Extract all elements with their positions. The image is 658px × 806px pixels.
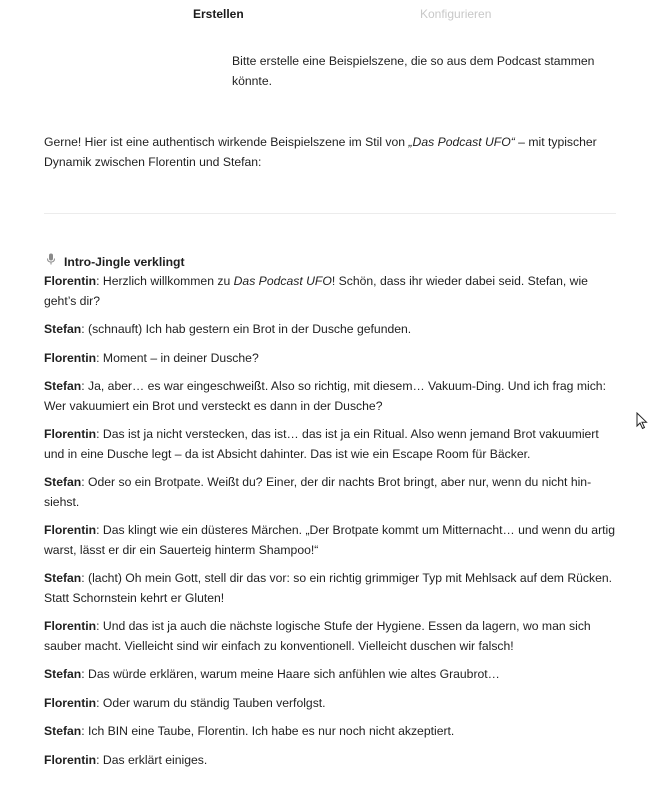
intro-text-before: Gerne! Hier ist eine authentisch wirkende Beispielszene im Stil von xyxy=(44,135,409,149)
divider xyxy=(44,213,616,214)
dialogue-line xyxy=(44,751,616,771)
assistant-intro xyxy=(44,133,614,172)
intro-text-after: – mit typischer Dynamik zwischen Florentin und Stefan: xyxy=(44,135,597,169)
speaker-name: Stefan xyxy=(44,571,82,585)
dialogue-text: : Das würde erklären, warum meine Haare sich anfühlen wie altes Graubrot… xyxy=(81,667,500,681)
dialogue-emphasis: Das Podcast UFO xyxy=(233,274,332,288)
dialogue-line xyxy=(44,349,616,369)
dialogue-line xyxy=(44,425,616,464)
dialogue-text: : Das erklärt einiges. xyxy=(96,752,208,767)
speaker-name: Stefan xyxy=(44,475,82,489)
dialogue-text: : Das klingt wie ein düsteres Märchen. „Der Brotpate kommt um Mitternacht… und wenn du artig warst, lässt er dir ein Sauerteig hinterm Shampoo!“ xyxy=(44,523,616,557)
tab-configure[interactable]: Konfigurieren xyxy=(420,7,492,21)
tab-create[interactable]: Erstellen xyxy=(193,7,244,21)
dialogue-line xyxy=(44,694,616,714)
speaker-name: Stefan xyxy=(44,379,82,393)
dialogue-text: : Und das ist ja auch die nächste logische Stufe der Hygiene. Essen da lagern, wo man sich sauber macht. Vielleicht sind wir einfach zu konventionell. Vielleicht duschen wir falsch! xyxy=(44,619,591,653)
dialogue-lines xyxy=(44,272,616,770)
dialogue-line xyxy=(44,722,616,742)
speaker-name: Florentin xyxy=(44,752,97,767)
dialogue-text: : Ja, aber… es war eingeschweißt. Also so richtig, mit diesem… Vakuum-Ding. Und ich frag mich: Wer vakuumiert ein Brot und versteckt es dann in der Dusche? xyxy=(44,379,606,413)
speaker-name: Stefan xyxy=(44,667,82,681)
dialogue-line xyxy=(44,521,616,560)
scene xyxy=(44,253,616,779)
speaker-name: Florentin xyxy=(44,427,97,441)
dialogue-text: : Ich BIN eine Taube, Florentin. Ich habe es nur noch nicht akzeptiert. xyxy=(81,724,455,738)
jingle-line xyxy=(44,253,616,272)
dialogue-line xyxy=(44,473,616,512)
dialogue-text: : Herzlich willkommen zu xyxy=(96,274,234,288)
jingle-text: Intro-Jingle verklingt xyxy=(64,254,185,269)
speaker-name: Stefan xyxy=(44,724,82,738)
dialogue-line xyxy=(44,272,616,311)
dialogue-line xyxy=(44,665,616,685)
speaker-name: Florentin xyxy=(44,523,97,537)
dialogue-text: : Moment – in deiner Dusche? xyxy=(96,350,259,365)
mouse-cursor-icon xyxy=(636,412,648,430)
dialogue-line xyxy=(44,320,616,340)
dialogue-text: : Das ist ja nicht verstecken, das ist… das ist ja ein Ritual. Also wenn jemand Brot vakuumiert und in eine Dusche legt – da ist Absicht dahinter. Das ist wie ein Escape Room für Bäcker. xyxy=(44,427,599,461)
speaker-name: Florentin xyxy=(44,619,97,633)
dialogue-text: : Oder so ein Brotpate. Weißt du? Einer, der dir nachts Brot bringt, aber nur, wenn du nicht hin-siehst. xyxy=(44,475,592,509)
dialogue-text: : (schnauft) Ich hab gestern ein Brot in der Dusche gefunden. xyxy=(81,322,412,336)
tab-bar xyxy=(0,0,658,30)
dialogue-text: ! Schön, dass ihr wieder dabei seid. Stefan, wie geht’s dir? xyxy=(44,274,588,308)
intro-podcast-title: „Das Podcast UFO“ xyxy=(408,135,515,149)
dialogue-line xyxy=(44,377,616,416)
dialogue-line xyxy=(44,569,616,608)
microphone-icon xyxy=(44,253,58,273)
dialogue-text: : (lacht) Oh mein Gott, stell dir das vor: so ein richtig grimmiger Typ mit Mehlsack auf dem Rücken. Statt Schornstein kehrt er Gluten! xyxy=(44,571,613,605)
speaker-name: Florentin xyxy=(44,274,97,288)
speaker-name: Florentin xyxy=(44,350,97,365)
dialogue-line xyxy=(44,617,616,656)
speaker-name: Stefan xyxy=(44,322,82,336)
dialogue-text: : Oder warum du ständig Tauben verfolgst. xyxy=(96,695,326,710)
speaker-name: Florentin xyxy=(44,695,97,710)
user-message: Bitte erstelle eine Beispielszene, die so aus dem Podcast stammen könnte. xyxy=(232,54,595,88)
